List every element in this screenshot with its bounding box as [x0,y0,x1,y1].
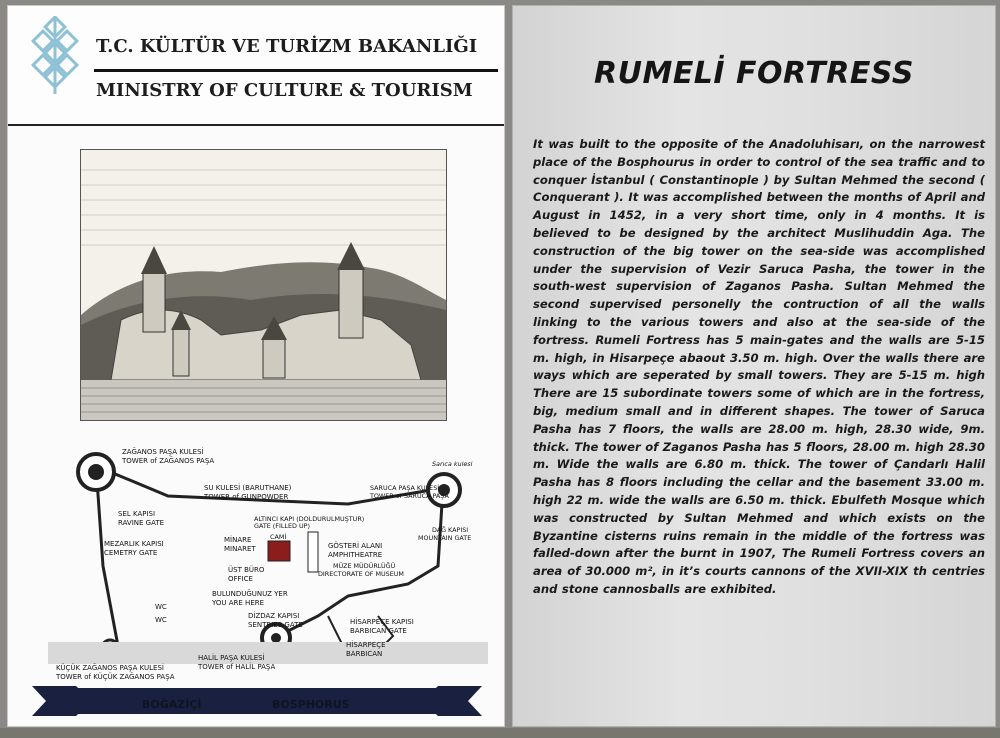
label-sel-en: RAVINE GATE [118,519,165,527]
panel-title: RUMELİ FORTRESS [594,56,914,91]
left-panel [7,5,505,727]
label-hisarpece-k-tr: HİSARPEÇE KAPISI [350,618,414,626]
label-saruca-en: TOWER of SARUCA PAŞA [370,492,449,500]
label-hisarpece-en: BARBICAN [346,650,383,658]
area-unit: m² [635,564,653,579]
panel-body-main: It was built to the opposite of the Anadoluhisarı, on the narrowest place of the Bosphourus in order to control of the sea traffic and to conquer İstanbul ( Constantinople ) by Sultan Mehmed the second ( Conquerant ). It was accomplished between the months of April and August in 1452, in a very short time, only in 4 months. It is believed to be designed by the architect Muslihuddin Aga. The construction of the big tower on the sea-side was accomplished under the supervision of Vezir Saruca Pasha, the tower in the south-west supervision of Zaganos Pasha. Sultan Mehmed the second supervised personelly the contruction of all the walls linking to the various towers and also at the sea-side of the fortress. Rumeli Fortress has 5 main-gates and the walls are 5-15 m. high, in Hisarpeçe abaout 3.50 m. high. Over the walls there are ways which are seperated by small towers. They are 5-15 m. high There are 15 subordinate towers some of which are in the fortress, big, medium small and in different shapes. The tower of Saruca Pasha has 7 floors, the walls are 28.00 m. high, 28.30 wide, 9m. thick. The tower of Zaganos Pasha has 5 floors, 28.00 m. high 28.30 m. Wide the walls are 6.80 m. thick. The tower of Çandarlı Halil Pasha has 8 floors including the cellar and the basement 33.00 m. high 22 m. wide the walls are 6.50 m. thick. Ebulfeth Mosque which was constructed by Sultan Mehmed and which exists on the Byzantine cisterns ruins remain in the middle of the fortress was falled-down after the burnt in 1907, The Rumeli Fortress covers an area of 30.000 [533,137,985,579]
ministry-name-turkish: T.C. KÜLTÜR VE TURİZM BAKANLIĞI [96,36,478,57]
label-minare-en: MINARET [224,545,256,553]
label-ust-en: OFFICE [228,575,253,583]
label-gosteri-en: AMPHITHEATRE [328,551,383,559]
label-hisarpece-k-en: BARBICAN GATE [350,627,407,635]
label-dag-tr: DAĞ KAPISI [432,526,469,534]
label-hisarpece-tr: HİSARPEÇE [346,641,386,649]
info-panel [512,5,996,727]
label-wc-2: WC [155,616,167,624]
label-mezarlik-tr: MEZARLIK KAPISI [104,540,164,548]
label-muze-en: DIRECTORATE OF MUSEUM [318,570,404,578]
label-kucuk-tr: KÜÇÜK ZAĞANOS PAŞA KULESİ [56,664,164,672]
fortress-map [48,446,488,696]
label-gosteri-tr: GÖSTERİ ALANI [328,542,383,550]
label-zaganos-tr: ZAĞANOS PAŞA KULESİ [122,448,204,456]
label-ust-tr: ÜST BÜRO [228,566,265,574]
band-text-english: BOSPHORUS [272,698,350,711]
label-zaganos-en: TOWER of ZAĞANOS PAŞA [122,457,215,465]
label-minare-tr: MİNARE [224,536,252,544]
label-su-en: TOWER of GUNPOWDER [204,493,289,501]
label-bul-tr: BULUNDUĞUNUZ YER [212,590,288,598]
label-saruca-tr: SARUCA PAŞA KULESİ [370,484,440,492]
fortress-engraving [80,149,447,421]
label-dag-en: MOUNTAIN GATE [418,534,472,542]
label-muze-tr: MÜZE MÜDÜRLÜĞÜ [333,562,396,570]
label-mezarlik-en: CEMETRY GATE [104,549,158,557]
label-halil-en: TOWER of HALİL PAŞA [198,663,276,671]
label-cami: CAMİ [270,533,287,541]
label-sarica-script: Sarıca kulesi [432,460,473,468]
header-divider [8,124,505,126]
label-sel-tr: SEL KAPISI [118,510,156,518]
floor-strip [0,728,1000,738]
label-altinci-tr: ALTINCI KAPI (DOLDURULMUŞTUR) [254,515,365,523]
panel-body [533,136,985,599]
label-kucuk-en: TOWER of KÜÇÜK ZAĞANOS PAŞA [56,673,175,681]
label-wc-1: WC [155,603,167,611]
label-bul-en: YOU ARE HERE [212,599,265,607]
label-dizdaz-tr: DİZDAZ KAPISI [248,612,300,620]
panel-body-end: , in it’s courts cannons of the XVII-XIX th centries and stone cannosballs are exhibited. [533,564,985,596]
header-rule [94,69,498,72]
label-halil-tr: HALİL PAŞA KULESİ [198,654,265,662]
label-dizdaz-en: SENTRIES GATE [248,621,303,629]
ministry-name-english: MINISTRY OF CULTURE & TOURISM [96,80,473,101]
ministry-header [8,6,505,126]
bosphorus-band [32,682,482,720]
label-su-tr: SU KULESİ (BARUTHANE) [204,484,292,492]
band-text-turkish: BOĞAZİÇİ [142,698,202,711]
ministry-logo-icon [26,16,84,96]
label-altinci-en: GATE (FILLED UP) [254,522,310,530]
